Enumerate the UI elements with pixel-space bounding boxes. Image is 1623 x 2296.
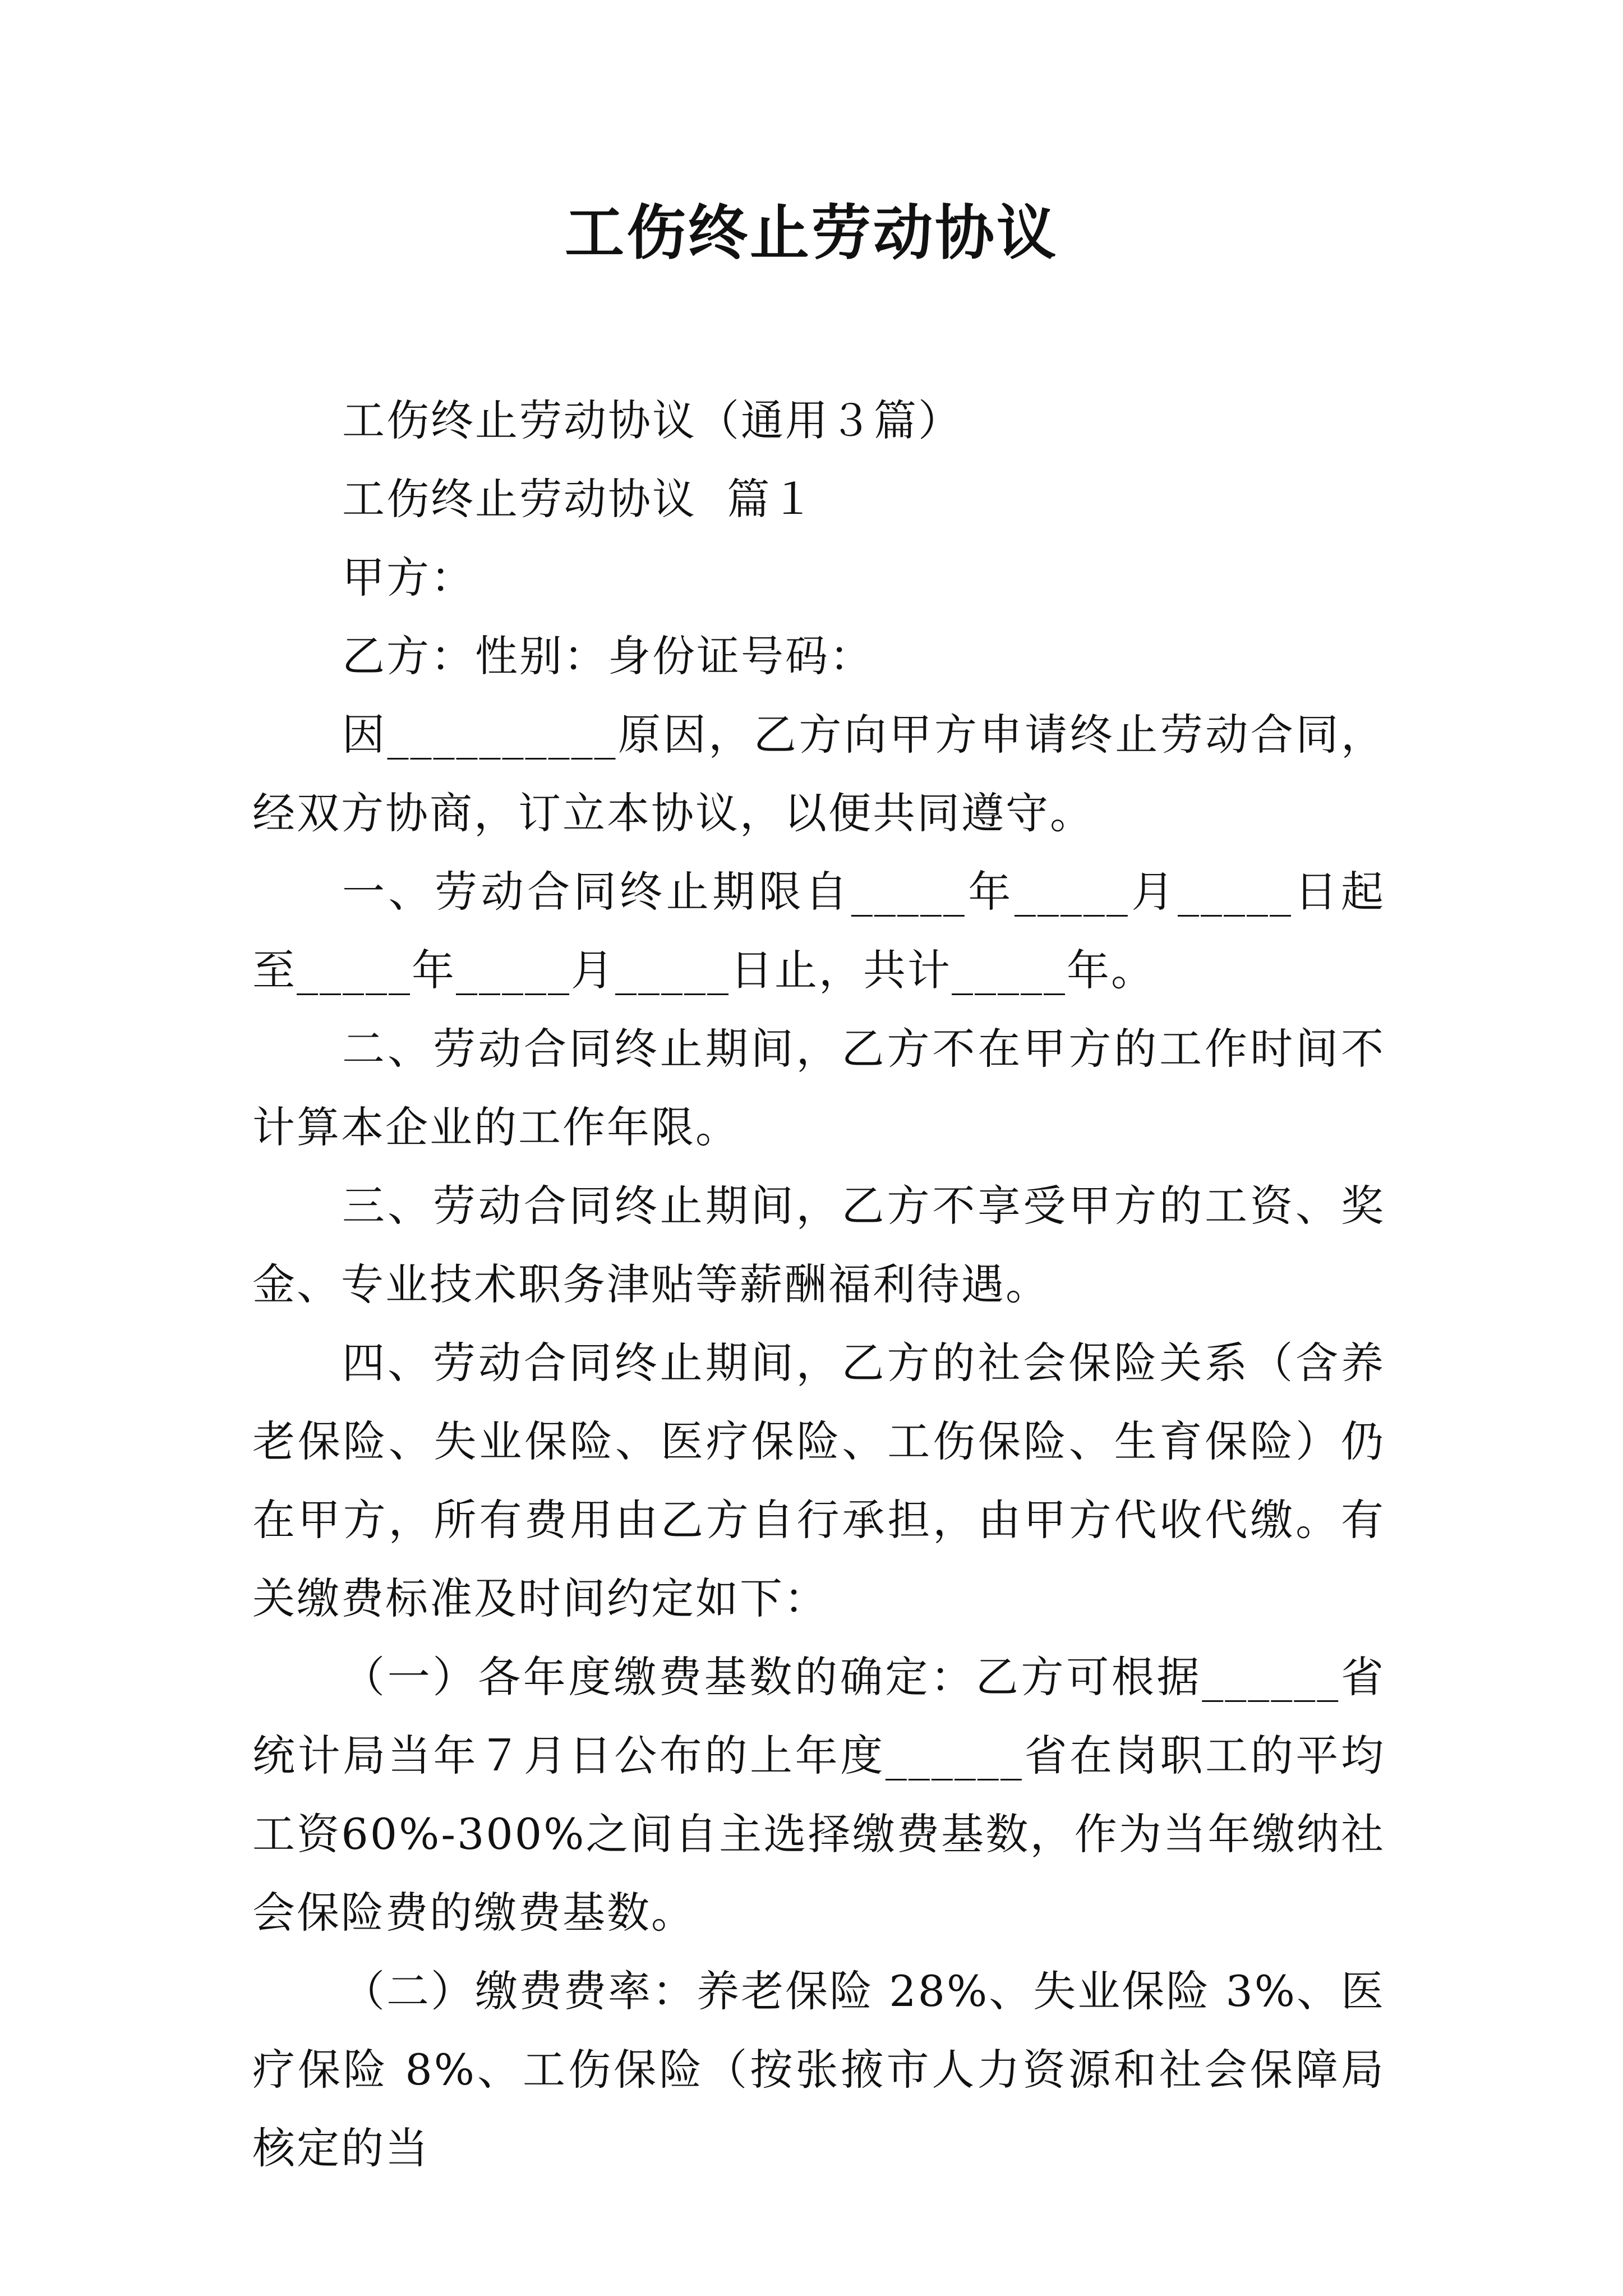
paragraph-subclause-2: （二）缴费费率：养老保险 28%、失业保险 3%、医疗保险 8%、工伤保险（按张掖市人力资源和社会保障局核定的当: [252, 1966, 1385, 2173]
paragraph-heading-collection: 工伤终止劳动协议（通用３篇）: [342, 395, 962, 445]
paragraph-party-b: 乙方：性别：身份证号码：: [342, 631, 874, 681]
document-body: [252, 381, 1385, 2188]
paragraph-clause-3: 三、劳动合同终止期间，乙方不享受甲方的工资、奖金、专业技术职务津贴等薪酬福利待遇。: [252, 1181, 1385, 1309]
paragraph-clause-2: 二、劳动合同终止期间，乙方不在甲方的工作时间不计算本企业的工作年限。: [252, 1024, 1385, 1152]
paragraph-reason: 因__________原因，乙方向甲方申请终止劳动合同，经双方协商，订立本协议，以便共同遵守。: [252, 710, 1385, 838]
paragraph-party-a: 甲方：: [342, 553, 475, 602]
paragraph-clause-1: 一、劳动合同终止期限自_____年_____月_____日起至_____年_____月_____日止，共计_____年。: [252, 867, 1385, 995]
paragraph-heading-part-1: 工伤终止劳动协议 篇１: [342, 474, 816, 524]
paragraph-clause-4: 四、劳动合同终止期间，乙方的社会保险关系（含养老保险、失业保险、医疗保险、工伤保险、生育保险）仍在甲方，所有费用由乙方自行承担，由甲方代收代缴。有关缴费标准及时间约定如下：: [252, 1338, 1385, 1623]
paragraph-subclause-1: （一）各年度缴费基数的确定：乙方可根据______省统计局当年７月日公布的上年度______省在岗职工的平均工资60%-300%之间自主选择缴费基数，作为当年缴纳社会保险费的缴费基数。: [252, 1652, 1385, 1938]
document-title: 工伤终止劳动协议: [565, 197, 1058, 268]
